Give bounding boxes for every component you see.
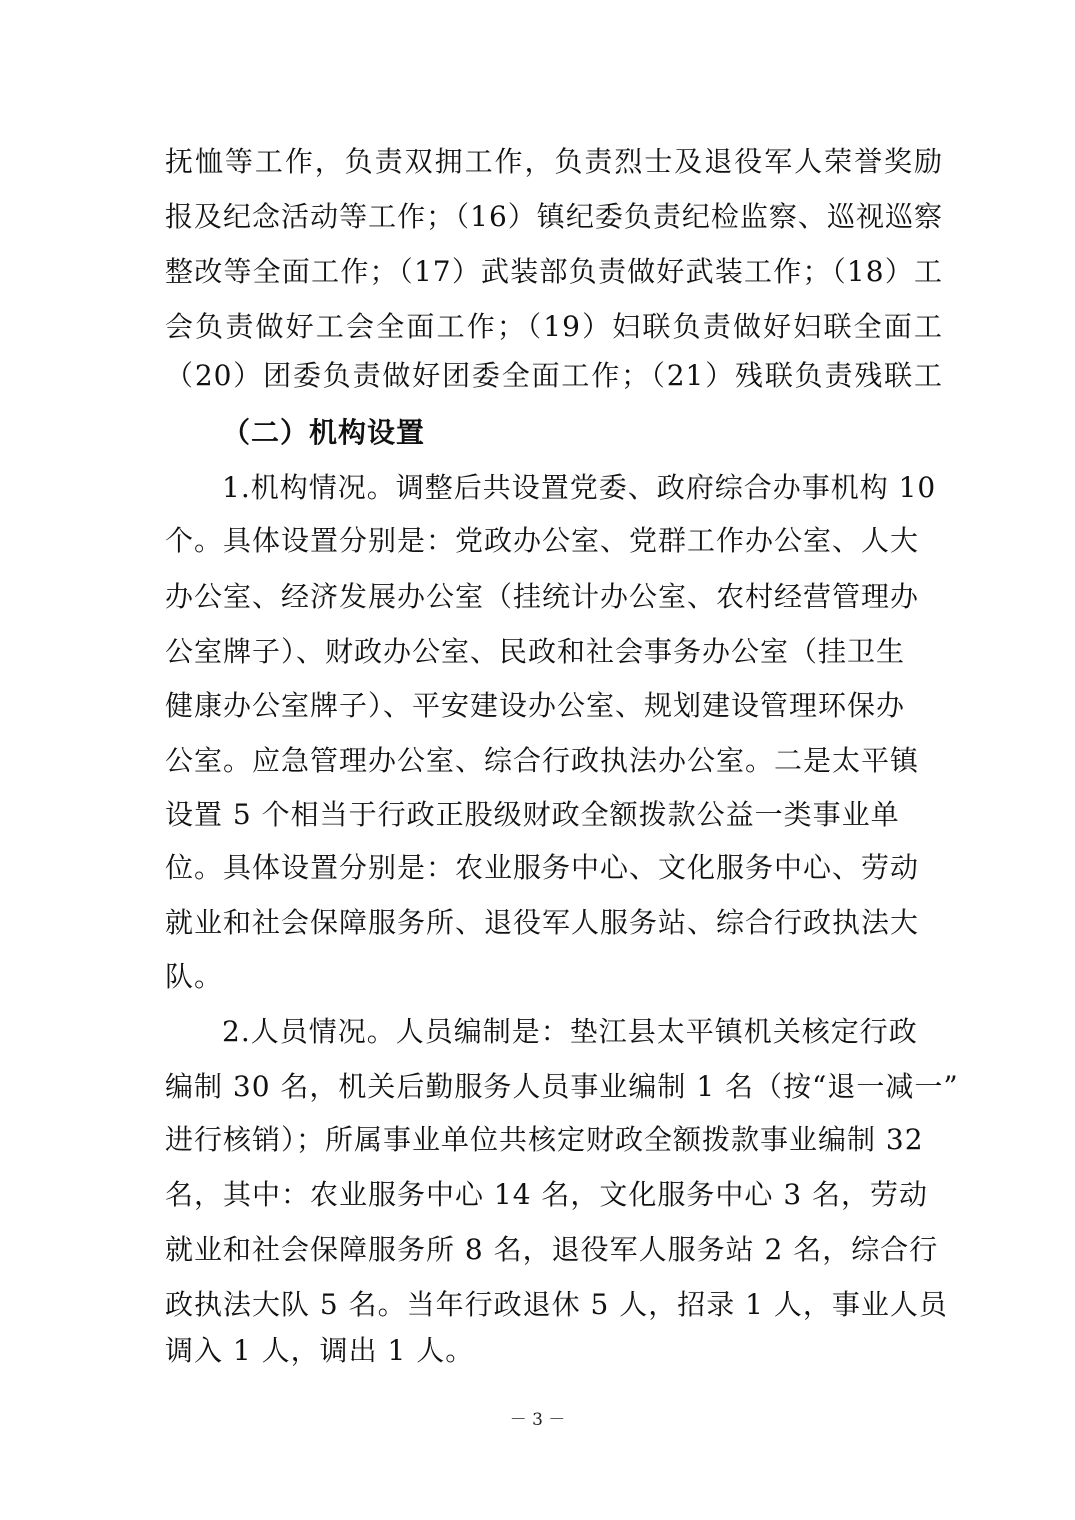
text-line-15: 就业和社会保障服务所、退役军人服务站、综合行政执法大	[165, 906, 920, 939]
text-line-17: 2.人员情况。人员编制是：垫江县太平镇机关核定行政	[222, 1015, 918, 1048]
text-line-13: 设置 5 个相当于行政正股级财政全额拨款公益一类事业单	[165, 798, 900, 831]
text-line-19: 进行核销）；所属事业单位共核定财政全额拨款事业编制 32	[165, 1123, 924, 1156]
page-number: － 3 －	[509, 1410, 566, 1430]
text-line-11: 健康办公室牌子）、平安建设办公室、规划建设管理环保办	[165, 689, 906, 722]
text-line-14: 位。具体设置分别是：农业服务中心、文化服务中心、劳动	[165, 851, 920, 884]
text-line-1: 抚恤等工作，负责双拥工作，负责烈士及退役军人荣誉奖励	[165, 145, 943, 178]
text-line-18: 编制 30 名，机关后勤服务人员事业编制 1 名（按“退一减一”	[165, 1070, 959, 1103]
text-line-5: （20）团委负责做好团委全面工作；（21）残联负责残联工	[165, 359, 943, 392]
text-line-4: 会负责做好工会全面工作；（19）妇联负责做好妇联全面工	[165, 310, 943, 343]
text-line-12: 公室。应急管理办公室、综合行政执法办公室。二是太平镇	[165, 744, 920, 777]
text-line-22: 政执法大队 5 名。当年行政退休 5 人，招录 1 人，事业人员	[165, 1288, 948, 1321]
text-line-23: 调入 1 人，调出 1 人。	[165, 1334, 475, 1367]
text-line-10: 公室牌子）、财政办公室、民政和社会事务办公室（挂卫生	[165, 635, 906, 668]
text-line-7: 1.机构情况。调整后共设置党委、政府综合办事机构 10	[222, 471, 937, 504]
text-line-8: 个。具体设置分别是：党政办公室、党群工作办公室、人大	[165, 524, 920, 557]
section-heading-institution-setup: （二）机构设置	[222, 416, 426, 449]
text-line-21: 就业和社会保障服务所 8 名，退役军人服务站 2 名，综合行	[165, 1233, 939, 1266]
text-line-3: 整改等全面工作；（17）武装部负责做好武装工作；（18）工	[165, 255, 943, 288]
text-line-9: 办公室、经济发展办公室（挂统计办公室、农村经营管理办	[165, 580, 920, 613]
text-line-2: 报及纪念活动等工作；（16）镇纪委负责纪检监察、巡视巡察	[165, 200, 943, 233]
text-line-20: 名，其中：农业服务中心 14 名，文化服务中心 3 名，劳动	[165, 1178, 929, 1211]
text-line-16: 队。	[165, 960, 224, 993]
